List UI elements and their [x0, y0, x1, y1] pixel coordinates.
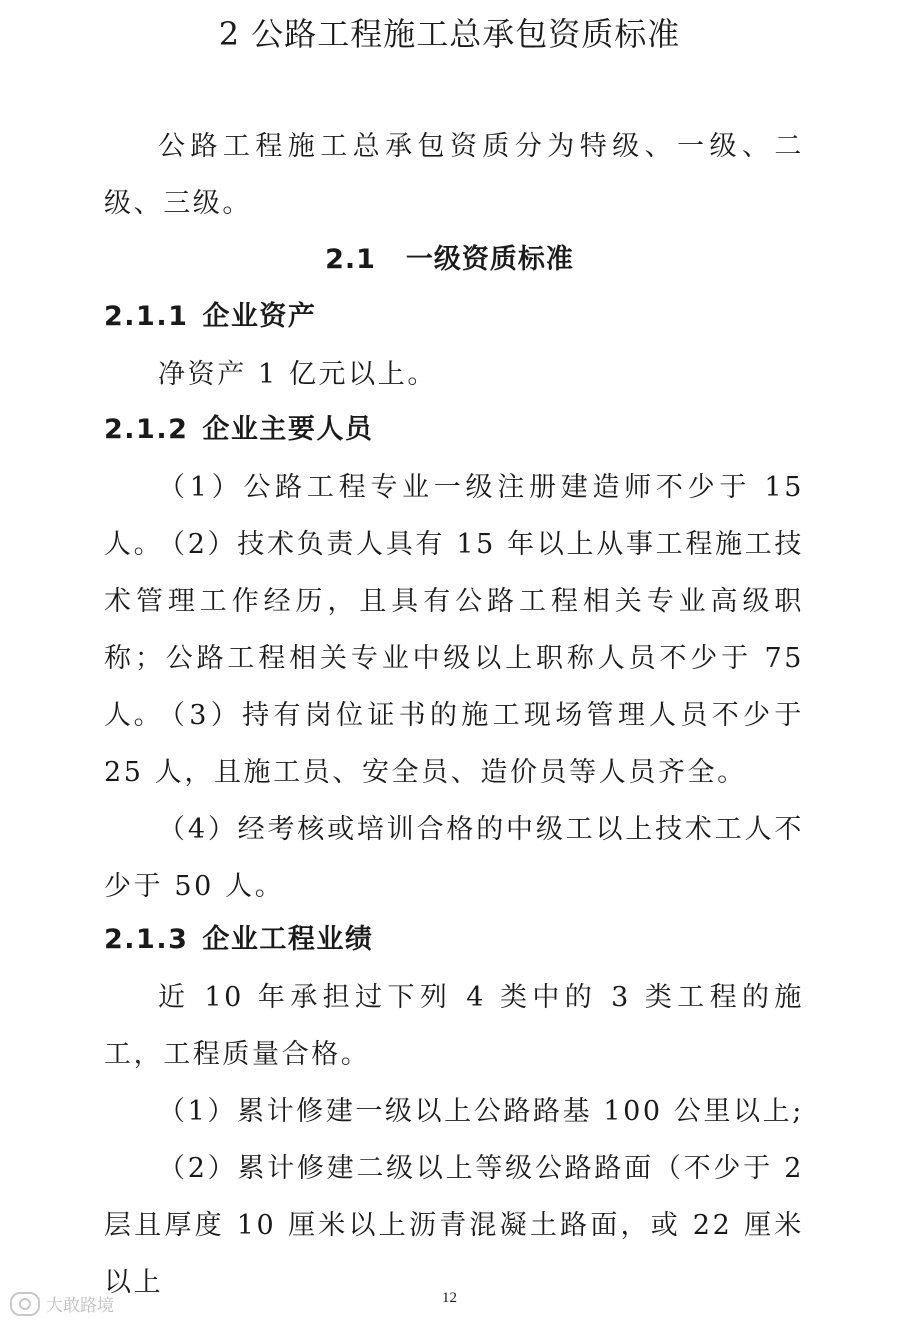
section-2-1-1-heading: [104, 297, 316, 337]
watermark-text: 大敢路境: [46, 1296, 114, 1316]
page-title: 2 公路工程施工总承包资质标准: [218, 15, 681, 53]
performance-item-1: （1）累计修建一级以上公路路基 100 公里以上;: [158, 1096, 804, 1127]
section-title: 企业工程业绩: [202, 924, 374, 955]
section-title: 一级资质标准: [405, 244, 574, 275]
section-2-1-3-heading: [104, 920, 373, 960]
watermark: [10, 1291, 114, 1316]
intro-paragraph: 公路工程施工总承包资质分为特级、一级、二级、三级。: [104, 131, 804, 219]
section-number: 2.1.1: [104, 301, 189, 332]
personnel-item-3: （3）持有岗位证书的施工现场管理人员不少于 25 人，且施工员、安全员、造价员等人员齐全。: [104, 700, 804, 788]
net-assets-paragraph: 净资产 1 亿元以上。: [158, 359, 437, 390]
section-title: 企业主要人员: [202, 414, 374, 445]
section-2-1-heading: [0, 240, 899, 280]
personnel-item-4: （4）经考核或培训合格的中级工以上技术工人不少于 50 人。: [104, 814, 804, 902]
performance-paragraph: 近 10 年承担过下列 4 类中的 3 类工程的施工，工程质量合格。: [104, 982, 804, 1070]
section-number: 2.1.3: [104, 924, 189, 955]
performance-item-2: （2）累计修建二级以上等级公路路面（不少于 2 层且厚度 10 厘米以上沥青混凝土路面，或 22 厘米以上: [104, 1153, 804, 1298]
personnel-item-1: （1）公路工程专业一级注册建造师不少于 15 人。: [104, 472, 804, 560]
section-2-1-2-heading: [104, 410, 373, 450]
section-number: 2.1.2: [104, 414, 189, 445]
watermark-logo-icon: [10, 1292, 40, 1316]
section-title: 企业资产: [202, 301, 317, 332]
section-number: 2.1: [325, 244, 376, 275]
personnel-item-2: （2）技术负责人具有 15 年以上从事工程施工技术管理工作经历，且具有公路工程相关专业高级职称；公路工程相关专业中级以上职称人员不少于 75 人。: [104, 529, 804, 731]
page-number: 12: [442, 1290, 457, 1306]
